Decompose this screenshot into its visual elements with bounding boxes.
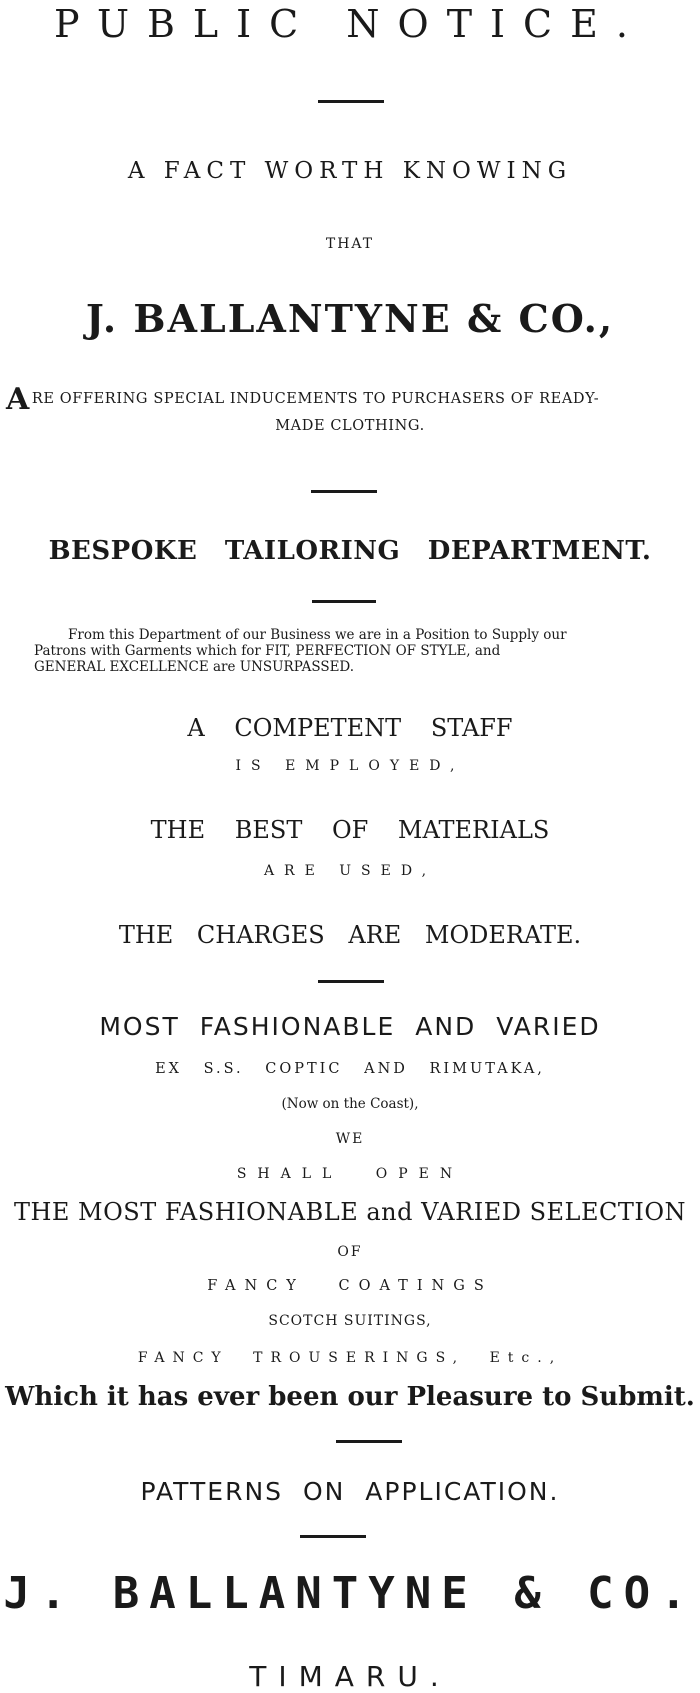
used-line: ARE USED, — [263, 863, 437, 879]
materials-line: THE BEST OF MATERIALS — [150, 816, 550, 844]
divider-rule — [300, 1535, 366, 1538]
patterns-line: PATTERNS ON APPLICATION. — [140, 1477, 560, 1506]
most-fashionable-line: MOST FASHIONABLE AND VARIED — [99, 1012, 601, 1041]
headline: PUBLIC NOTICE. — [54, 2, 646, 46]
town-name: TIMARU. — [249, 1660, 451, 1693]
ex-ships-line: EX S.S. COPTIC AND RIMUTAKA, — [155, 1061, 545, 1077]
offer-drop-cap: A — [6, 382, 30, 417]
divider-rule — [318, 980, 384, 983]
divider-rule — [318, 100, 384, 103]
department-paragraph — [34, 627, 666, 675]
selection-line: THE MOST FASHIONABLE and VARIED SELECTION — [13, 1198, 687, 1226]
charges-line: THE CHARGES ARE MODERATE. — [118, 921, 582, 949]
divider-rule — [312, 600, 376, 603]
scotch-suitings-line: SCOTCH SUITINGS, — [268, 1313, 432, 1329]
department-heading: BESPOKE TAILORING DEPARTMENT. — [48, 536, 652, 566]
shall-open-line: SHALL OPEN — [236, 1166, 464, 1182]
offer-line-1-text: RE OFFERING SPECIAL INDUCEMENTS TO PURCHASERS OF READY- — [31, 391, 600, 407]
fact-line: A FACT WORTH KNOWING — [127, 158, 573, 184]
that-line: THAT — [325, 236, 375, 252]
firm-signature: J. BALLANTYNE & CO. — [3, 1568, 697, 1619]
pleasure-line: Which it has ever been our Pleasure to Submit. — [5, 1382, 695, 1412]
paragraph-line-3: GENERAL EXCELLENCE are UNSURPASSED. — [34, 659, 355, 675]
paragraph-line-1: From this Department of our Business we are in a Position to Supply our — [68, 627, 567, 643]
staff-line: A COMPETENT STAFF — [187, 714, 513, 742]
divider-rule — [311, 490, 377, 493]
we-line: WE — [335, 1131, 365, 1147]
employed-line: IS EMPLOYED, — [235, 758, 465, 774]
offer-line-1 — [6, 382, 700, 417]
on-coast-line: (Now on the Coast), — [281, 1096, 419, 1112]
fancy-coatings-line: FANCY COATINGS — [207, 1278, 493, 1294]
of-line: OF — [337, 1244, 363, 1260]
firm-name: J. BALLANTYNE & CO., — [85, 296, 615, 341]
paragraph-line-2: Patrons with Garments which for FIT, PERFECTION OF STYLE, and — [34, 643, 501, 659]
divider-rule — [336, 1440, 402, 1443]
fancy-trouserings-line: FANCY TROUSERINGS, Etc., — [137, 1350, 563, 1366]
offer-line-2: MADE CLOTHING. — [275, 418, 425, 434]
